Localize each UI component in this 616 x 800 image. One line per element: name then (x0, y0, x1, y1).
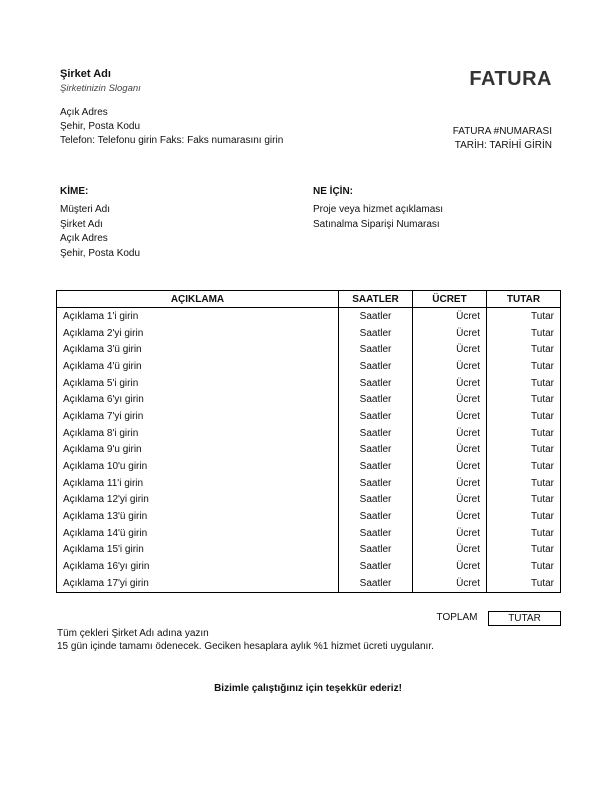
cell-description: Açıklama 13'ü girin (57, 508, 339, 525)
cell-amount: Tutar (487, 542, 561, 559)
cell-rate: Ücret (413, 425, 487, 442)
company-name: Şirket Adı (60, 68, 111, 80)
cell-hours: Saatler (339, 442, 413, 459)
items-table (56, 290, 561, 593)
cell-description: Açıklama 9'u girin (57, 442, 339, 459)
cell-rate: Ücret (413, 475, 487, 492)
table-row (57, 525, 561, 542)
address-street: Açık Adres (60, 107, 108, 118)
for-line: Proje veya hizmet açıklaması (313, 204, 444, 215)
cell-rate: Ücret (413, 341, 487, 358)
cell-amount: Tutar (487, 408, 561, 425)
table-row (57, 308, 561, 325)
cell-hours: Saatler (339, 475, 413, 492)
address-contact: Telefon: Telefonu girin Faks: Faks numarasını girin (60, 135, 284, 146)
bill-to-line: Açık Adres (60, 233, 108, 244)
checks-note: Tüm çekleri Şirket Adı adına yazın (57, 628, 209, 639)
cell-amount: Tutar (487, 358, 561, 375)
col-header-amount: TUTAR (487, 291, 561, 308)
cell-amount: Tutar (487, 308, 561, 325)
cell-description: Açıklama 7'yi girin (57, 408, 339, 425)
cell-amount: Tutar (487, 375, 561, 392)
table-row (57, 542, 561, 559)
bill-to-heading: KİME: (60, 186, 89, 197)
bill-to-line: Müşteri Adı (60, 204, 111, 215)
table-row (57, 358, 561, 375)
cell-hours: Saatler (339, 375, 413, 392)
cell-description: Açıklama 2'yi girin (57, 325, 339, 342)
cell-hours: Saatler (339, 408, 413, 425)
cell-rate: Ücret (413, 375, 487, 392)
for-line: Satınalma Siparişi Numarası (313, 218, 440, 230)
cell-description: Açıklama 12'yi girin (57, 492, 339, 509)
cell-description: Açıklama 14'ü girin (57, 525, 339, 542)
col-header-description: AÇIKLAMA (57, 291, 339, 308)
cell-amount: Tutar (487, 475, 561, 492)
cell-hours: Saatler (339, 341, 413, 358)
bill-to-line: Şehir, Posta Kodu (60, 247, 141, 259)
cell-rate: Ücret (413, 308, 487, 325)
cell-description: Açıklama 10'u girin (57, 458, 339, 475)
cell-rate: Ücret (413, 492, 487, 509)
table-row (57, 492, 561, 509)
table-body (57, 308, 561, 593)
cell-hours: Saatler (339, 358, 413, 375)
cell-rate: Ücret (413, 358, 487, 375)
cell-hours: Saatler (339, 575, 413, 592)
cell-hours: Saatler (339, 308, 413, 325)
table-header-row (57, 291, 561, 308)
cell-amount: Tutar (487, 341, 561, 358)
col-header-rate: ÜCRET (413, 291, 487, 308)
cell-hours: Saatler (339, 425, 413, 442)
cell-description: Açıklama 5'i girin (57, 375, 339, 392)
cell-description: Açıklama 17'yi girin (57, 575, 339, 592)
invoice-title: FATURA (469, 68, 552, 90)
cell-rate: Ücret (413, 575, 487, 592)
cell-amount: Tutar (487, 492, 561, 509)
table-row (57, 575, 561, 592)
cell-amount: Tutar (487, 325, 561, 342)
cell-description: Açıklama 15'i girin (57, 542, 339, 559)
company-slogan: Şirketinizin Sloganı (60, 83, 141, 94)
cell-description: Açıklama 16'yı girin (57, 558, 339, 575)
for-block (313, 203, 443, 232)
cell-rate: Ücret (413, 325, 487, 342)
cell-amount: Tutar (487, 442, 561, 459)
cell-rate: Ücret (413, 458, 487, 475)
table-row (57, 508, 561, 525)
cell-rate: Ücret (413, 442, 487, 459)
cell-amount: Tutar (487, 525, 561, 542)
table-row (57, 475, 561, 492)
cell-amount: Tutar (487, 391, 561, 408)
bill-to-block (60, 203, 140, 261)
bill-to-line: Şirket Adı (60, 218, 103, 230)
cell-description: Açıklama 1'i girin (57, 308, 339, 325)
cell-amount: Tutar (487, 458, 561, 475)
invoice-number: FATURA #NUMARASI (452, 126, 552, 137)
cell-hours: Saatler (339, 542, 413, 559)
cell-description: Açıklama 6'yı girin (57, 391, 339, 408)
table-row (57, 425, 561, 442)
cell-hours: Saatler (339, 325, 413, 342)
cell-amount: Tutar (487, 575, 561, 592)
cell-hours: Saatler (339, 558, 413, 575)
address-city: Şehir, Posta Kodu (60, 121, 141, 132)
table-row (57, 408, 561, 425)
cell-hours: Saatler (339, 508, 413, 525)
table-row (57, 391, 561, 408)
invoice-meta (453, 125, 552, 153)
total-value: TUTAR (488, 611, 561, 626)
total-label: TOPLAM (436, 612, 478, 623)
cell-rate: Ücret (413, 525, 487, 542)
cell-rate: Ücret (413, 542, 487, 559)
thank-you-note: Bizimle çalıştığınız için teşekkür ederiz! (214, 683, 402, 694)
cell-amount: Tutar (487, 508, 561, 525)
cell-rate: Ücret (413, 558, 487, 575)
cell-description: Açıklama 8'i girin (57, 425, 339, 442)
cell-rate: Ücret (413, 508, 487, 525)
cell-description: Açıklama 11'i girin (57, 475, 339, 492)
cell-hours: Saatler (339, 492, 413, 509)
cell-description: Açıklama 3'ü girin (57, 341, 339, 358)
cell-amount: Tutar (487, 558, 561, 575)
col-header-hours: SAATLER (339, 291, 413, 308)
cell-hours: Saatler (339, 458, 413, 475)
table-row (57, 341, 561, 358)
table-row (57, 325, 561, 342)
cell-rate: Ücret (413, 391, 487, 408)
table-row (57, 558, 561, 575)
cell-amount: Tutar (487, 425, 561, 442)
cell-hours: Saatler (339, 391, 413, 408)
table-row (57, 442, 561, 459)
table-row (57, 458, 561, 475)
invoice-date: TARİH: TARİHİ GİRİN (454, 140, 552, 151)
company-address (60, 106, 310, 148)
cell-hours: Saatler (339, 525, 413, 542)
cell-rate: Ücret (413, 408, 487, 425)
for-heading: NE İÇİN: (313, 186, 353, 197)
terms-note: 15 gün içinde tamamı ödenecek. Geciken hesaplara aylık %1 hizmet ücreti uygulanır. (57, 641, 434, 652)
table-row (57, 375, 561, 392)
cell-description: Açıklama 4'ü girin (57, 358, 339, 375)
